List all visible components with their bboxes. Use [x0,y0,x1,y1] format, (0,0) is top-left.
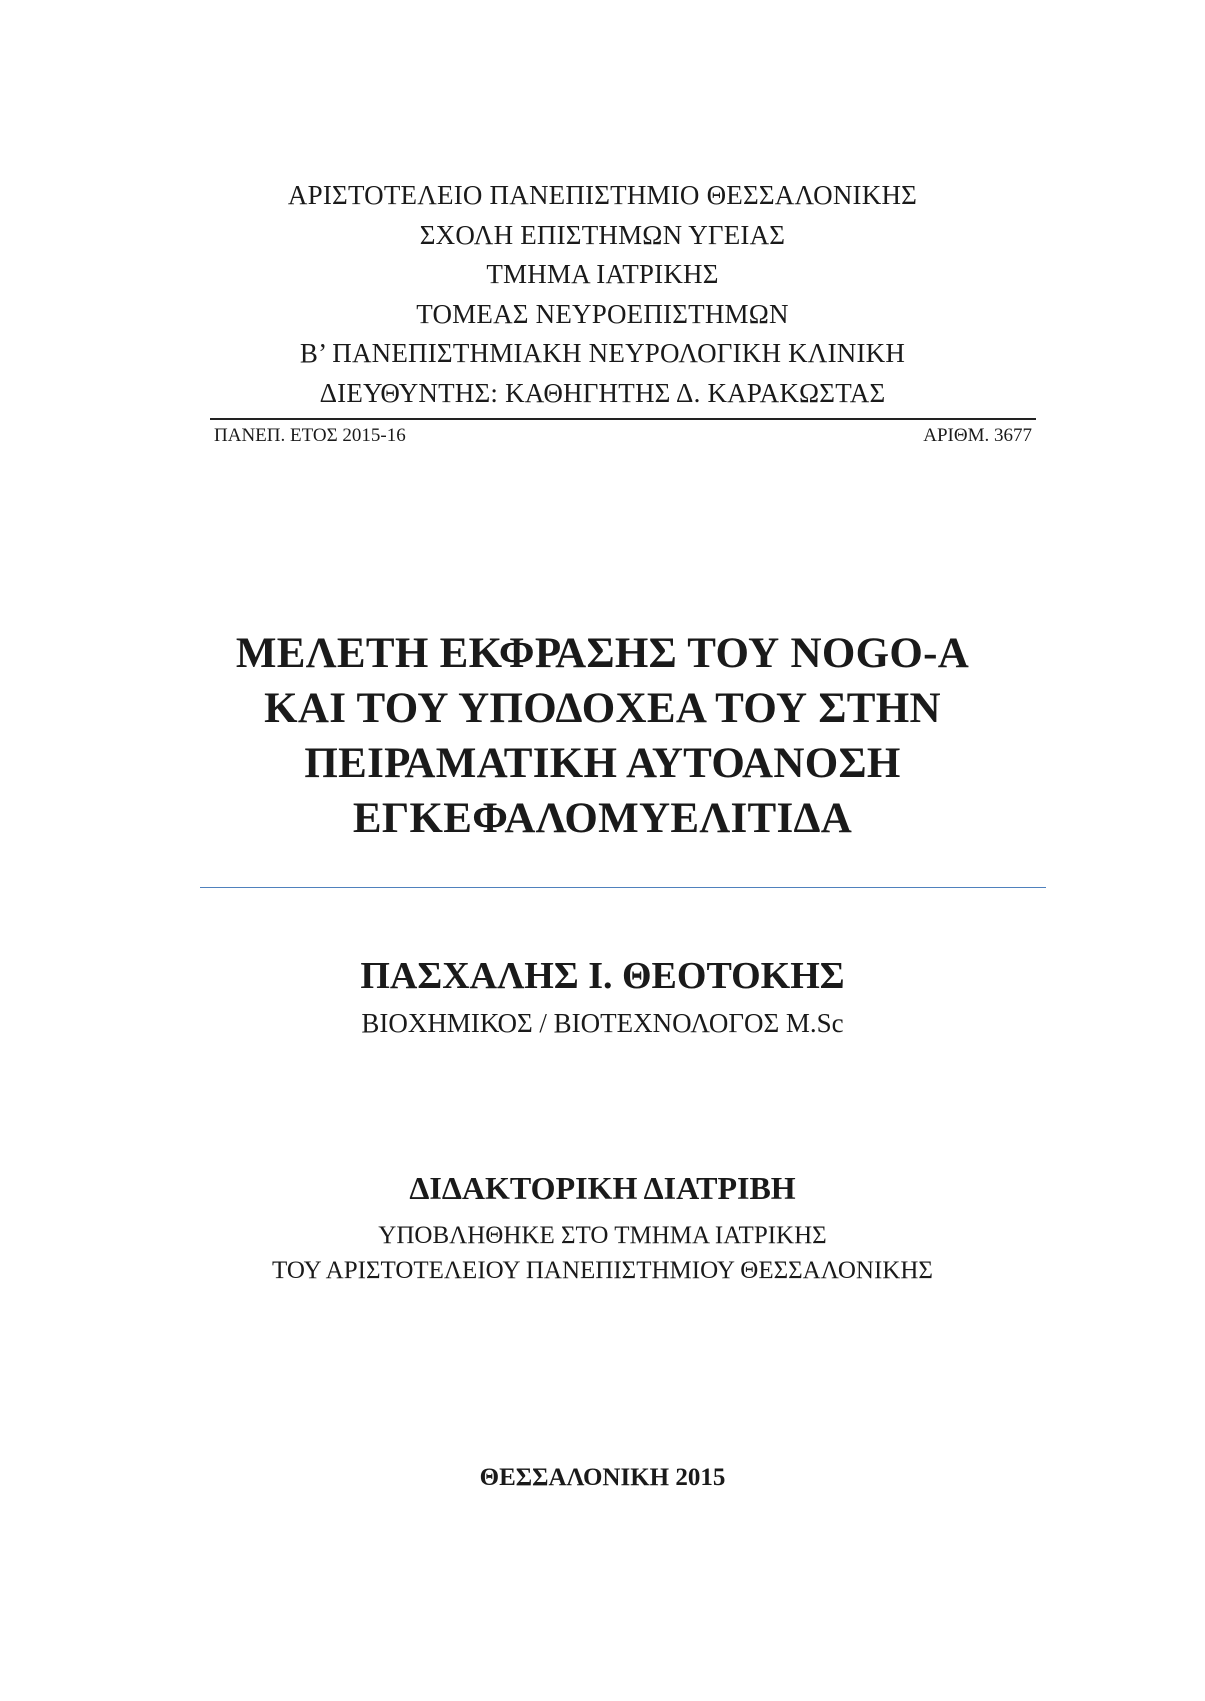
title-line-4: ΕΓΚΕΦΑΛΟΜΥΕΛΙΤΙΔΑ [352,795,853,842]
thesis-number: ΑΡΙΘΜ. 3677 [923,425,1032,446]
department-name: ΤΜΗΜΑ ΙΑΤΡΙΚΗΣ [486,259,719,289]
meta-row [214,424,1032,448]
header-divider [210,418,1036,420]
sector-name: ΤΟΜΕΑΣ ΝΕΥΡΟΕΠΙΣΤΗΜΩΝ [416,298,789,329]
university-name: ΑΡΙΣΤΟΤΕΛΕΙΟ ΠΑΝΕΠΙΣΤΗΜΙΟ ΘΕΣΣΑΛΟΝΙΚΗΣ [287,180,918,210]
school-name: ΣΧΟΛΗ ΕΠΙΣΤΗΜΩΝ ΥΓΕΙΑΣ [419,219,786,250]
title-line-3: ΠΕΙΡΑΜΑΤΙΚΗ ΑΥΤΟΑΝΟΣΗ [304,740,901,787]
author-role: ΒΙΟΧΗΜΙΚΟΣ / ΒΙΟΤΕΧΝΟΛΟΓΟΣ M.Sc [361,1008,844,1038]
submission-line-1: ΥΠΟΒΛΗΘΗΚΕ ΣΤΟ ΤΜΗΜΑ ΙΑΤΡΙΚΗΣ [378,1222,827,1249]
clinic-name: Β’ ΠΑΝΕΠΙΣΤΗΜΙΑΚΗ ΝΕΥΡΟΛΟΓΙΚΗ ΚΛΙΝΙΚΗ [299,338,906,368]
submission-line-2: ΤΟΥ ΑΡΙΣΤΟΤΕΛΕΙΟΥ ΠΑΝΕΠΙΣΤΗΜΙΟΥ ΘΕΣΣΑΛΟΝΙΚΗΣ [272,1257,933,1284]
submission-note [0,1218,1205,1288]
institution-header [0,176,1205,413]
director-line: ΔΙΕΥΘΥΝΤΗΣ: ΚΑΘΗΓΗΤΗΣ Δ. ΚΑΡΑΚΩΣΤΑΣ [319,377,886,408]
academic-year: ΠΑΝΕΠ. ΕΤΟΣ 2015-16 [214,425,406,446]
title-line-2: ΚΑΙ ΤΟΥ ΥΠΟΔΟΧΕΑ ΤΟΥ ΣΤΗΝ [264,685,941,732]
thesis-type: ΔΙΔΑΚΤΟΡΙΚΗ ΔΙΑΤΡΙΒΗ [409,1170,796,1206]
title-divider [200,887,1046,888]
author-name: ΠΑΣΧΑΛΗΣ Ι. ΘΕΟΤΟΚΗΣ [360,955,845,997]
title-line-1: ΜΕΛΕΤΗ ΕΚΦΡΑΣΗΣ ΤΟΥ NOGO-A [235,630,970,677]
thesis-title [0,626,1205,846]
place-and-year: ΘΕΣΣΑΛΟΝΙΚΗ 2015 [479,1464,726,1491]
